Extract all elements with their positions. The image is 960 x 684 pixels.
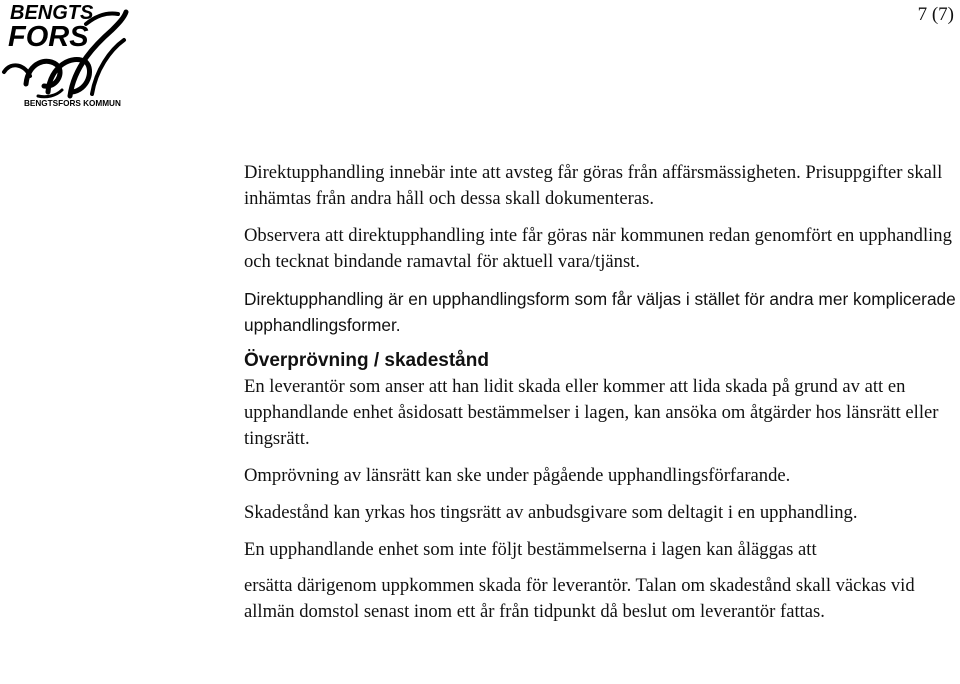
paragraph-alaggas: En upphandlande enhet som inte följt bestämmelserna i lagen kan åläggas att	[244, 539, 817, 560]
paragraph-leverantor-skada: En leverantör som anser att han lidit skada eller kommer att lida skada på grund av att en upphandlande enhet åsidosatt bestämmelser i lagen, kan ansöka om åtgärder hos länsrätt eller tingsrätt.	[244, 376, 939, 449]
paragraph-talan-om-skadestand: ersätta därigenom uppkommen skada för leverantör. Talan om skadestånd skall väckas vid allmän domstol senast inom ett år från tidpunkt då beslut om leverantör fattas.	[244, 575, 915, 622]
section-heading-overprovning: Överprövning / skadestånd	[244, 350, 489, 371]
logo-mark	[0, 0, 130, 112]
document-body	[244, 160, 956, 625]
logo-municipality-name: BENGTSFORS KOMMUN	[24, 99, 121, 108]
bengtsfors-kommun-logo	[0, 0, 130, 112]
paragraph-ramavtal-notice: Observera att direktupphandling inte får göras när kommunen redan genomfört en upphandling och tecknat bindande ramavtal för aktuell vara/tjänst.	[244, 225, 952, 272]
logo-wordmark-fors: FORS	[8, 21, 89, 53]
paragraph-skadestand-yrkas: Skadestånd kan yrkas hos tingsrätt av anbudsgivare som deltagit i en upphandling.	[244, 502, 858, 523]
logo-wordmark-bengts: BENGTS	[10, 2, 94, 24]
page-number: 7 (7)	[917, 4, 954, 25]
paragraph-omprovning: Omprövning av länsrätt kan ske under pågående upphandlingsförfarande.	[244, 465, 791, 486]
paragraph-direktupphandling-affarsmassighet: Direktupphandling innebär inte att avsteg får göras från affärsmässigheten. Prisuppgifter skall inhämtas från andra håll och dessa skall dokumenteras.	[244, 162, 943, 209]
paragraph-upphandlingsform: Direktupphandling är en upphandlingsform som får väljas i stället för andra mer komplicerade upphandlingsformer.	[244, 289, 956, 335]
